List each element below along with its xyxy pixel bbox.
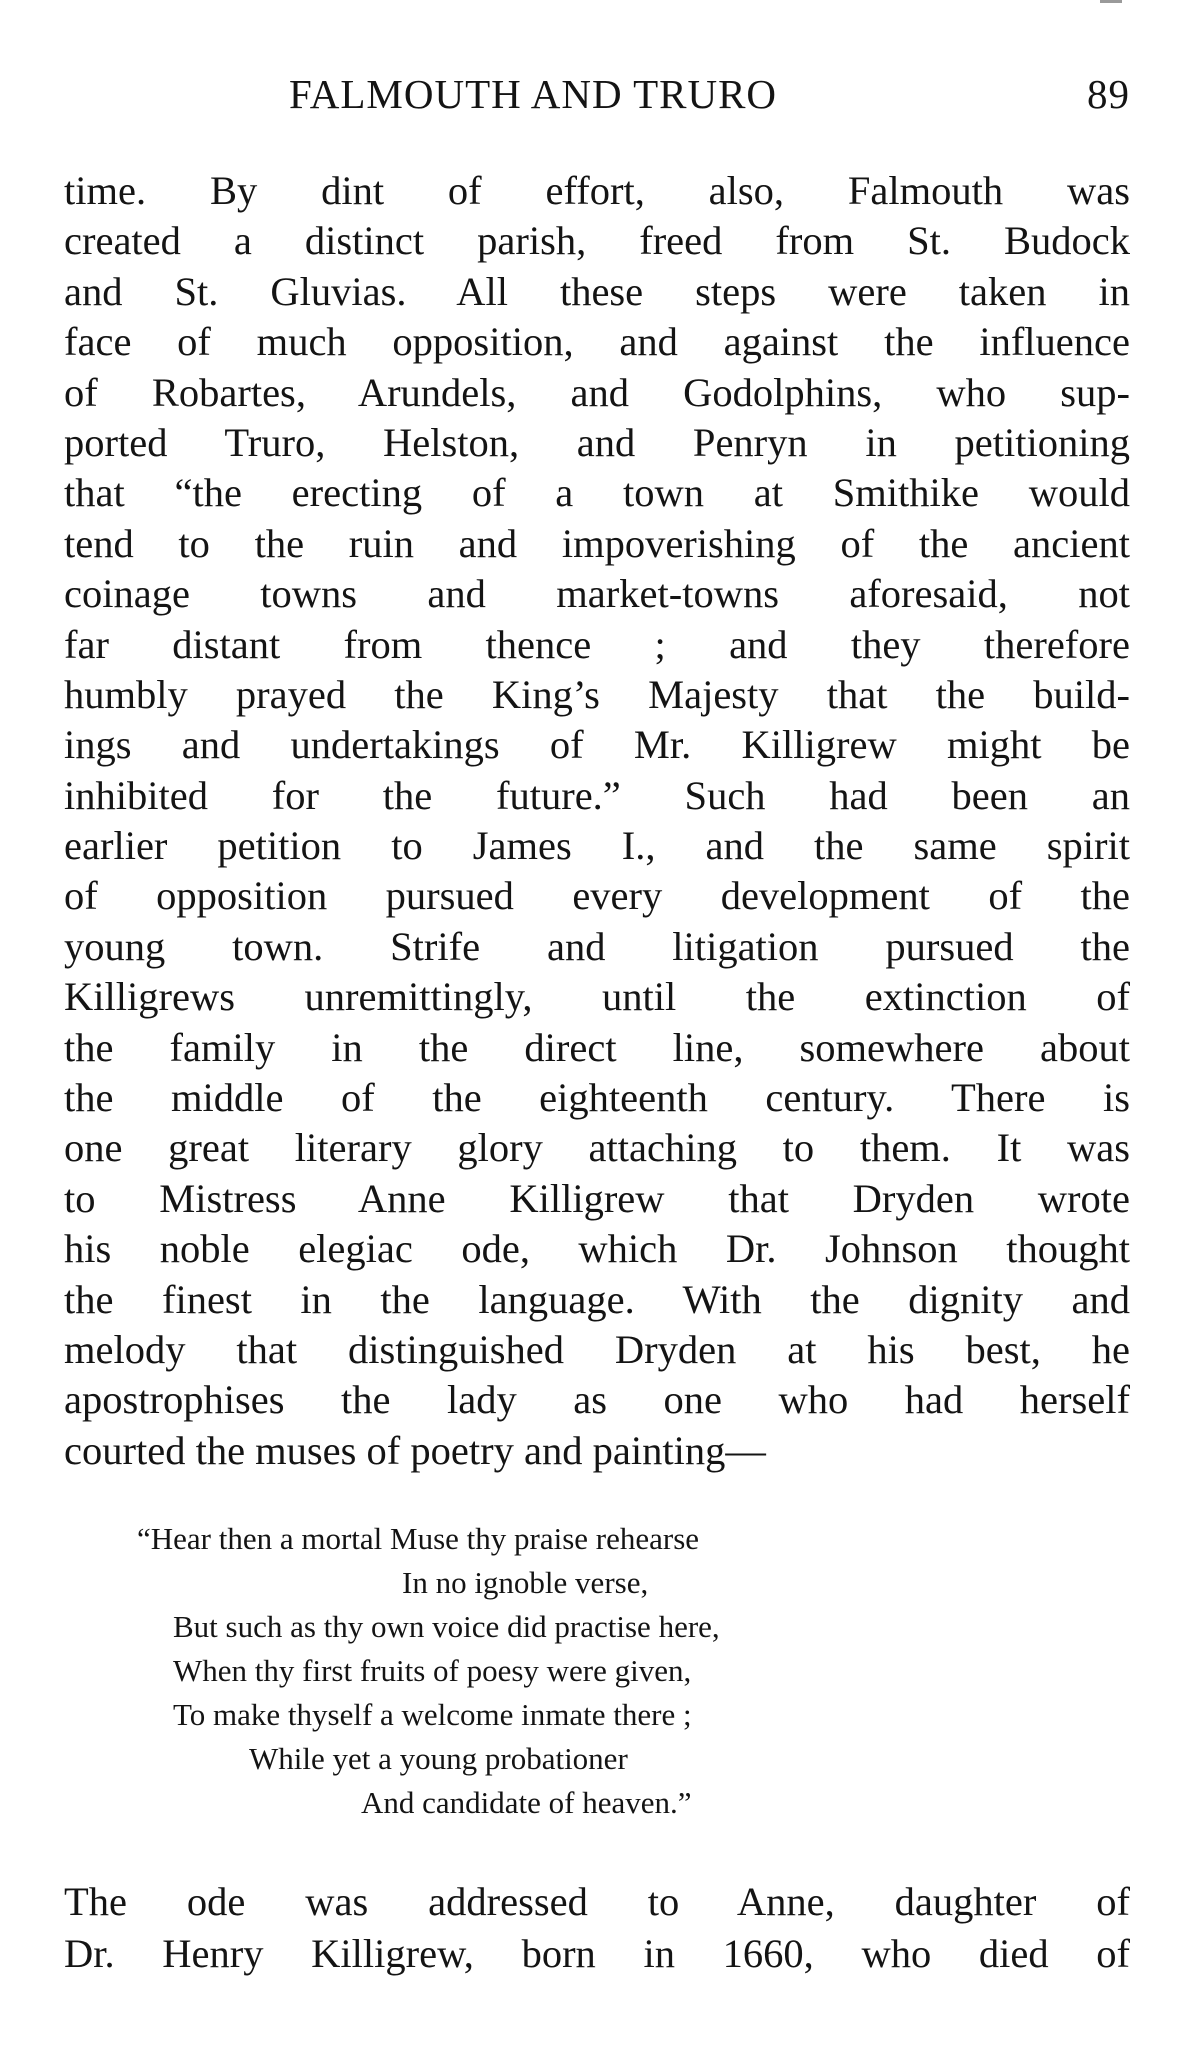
verse-line: “Hear then a mortal Muse thy praise rehearse [137, 1521, 700, 1556]
text-line: Killigrews unremittingly, until the extinction of [64, 974, 1130, 1020]
verse-line: While yet a young probationer [249, 1741, 628, 1776]
text-line: Dr. Henry Killigrew, born in 1660, who died of [64, 1931, 1130, 1976]
verse-line: But such as thy own voice did practise here, [173, 1609, 720, 1644]
text-line: apostrophises the lady as one who had herself [64, 1377, 1130, 1423]
page-number: 89 [1087, 71, 1130, 117]
text-line: and St. Gluvias. All these steps were taken in [64, 268, 1130, 314]
verse-line: To make thyself a welcome inmate there ; [173, 1697, 692, 1732]
text-line: young town. Strife and litigation pursued the [64, 923, 1130, 969]
text-line: inhibited for the future.” Such had been an [64, 772, 1130, 818]
running-head [64, 62, 1130, 122]
text-line: that “the erecting of a town at Smithike would [64, 470, 1130, 516]
continuation-paragraph [64, 1876, 1130, 1980]
text-line: one great literary glory attaching to them. It was [64, 1125, 1130, 1171]
text-line: far distant from thence ; and they therefore [64, 621, 1130, 667]
text-line: his noble elegiac ode, which Dr. Johnson thought [64, 1226, 1130, 1272]
text-line: of Robartes, Arundels, and Godolphins, who sup- [64, 369, 1130, 415]
text-line: created a distinct parish, freed from St. Budock [64, 218, 1130, 264]
text-line: the middle of the eighteenth century. There is [64, 1075, 1130, 1121]
text-line: ings and undertakings of Mr. Killigrew might be [64, 722, 1130, 768]
text-line: time. By dint of effort, also, Falmouth was [64, 168, 1130, 213]
corner-mark [1100, 0, 1122, 3]
verse-line: And candidate of heaven.” [361, 1785, 692, 1820]
text-line: to Mistress Anne Killigrew that Dryden wrote [64, 1175, 1130, 1221]
text-line: melody that distinguished Dryden at his best, he [64, 1326, 1130, 1372]
text-line: the finest in the language. With the dignity and [64, 1276, 1130, 1322]
text-line: face of much opposition, and against the influence [64, 319, 1130, 365]
text-line: The ode was addressed to Anne, daughter of [64, 1879, 1130, 1924]
text-line: humbly prayed the King’s Majesty that the build- [64, 671, 1130, 717]
text-line: of opposition pursued every development of the [64, 873, 1130, 919]
text-line: courted the muses of poetry and painting— [64, 1427, 766, 1473]
text-line: coinage towns and market-towns aforesaid, not [64, 571, 1130, 617]
running-title: FALMOUTH AND TRURO [289, 71, 778, 117]
text-line: tend to the ruin and impoverishing of the ancient [64, 520, 1130, 566]
text-line: the family in the direct line, somewhere about [64, 1024, 1130, 1070]
verse-line: In no ignoble verse, [402, 1565, 649, 1600]
text-line: ported Truro, Helston, and Penryn in petitioning [64, 419, 1130, 465]
verse-line: When thy first fruits of poesy were given, [173, 1653, 692, 1688]
body-paragraph [64, 166, 1130, 1476]
text-line: earlier petition to James I., and the same spirit [64, 823, 1130, 869]
